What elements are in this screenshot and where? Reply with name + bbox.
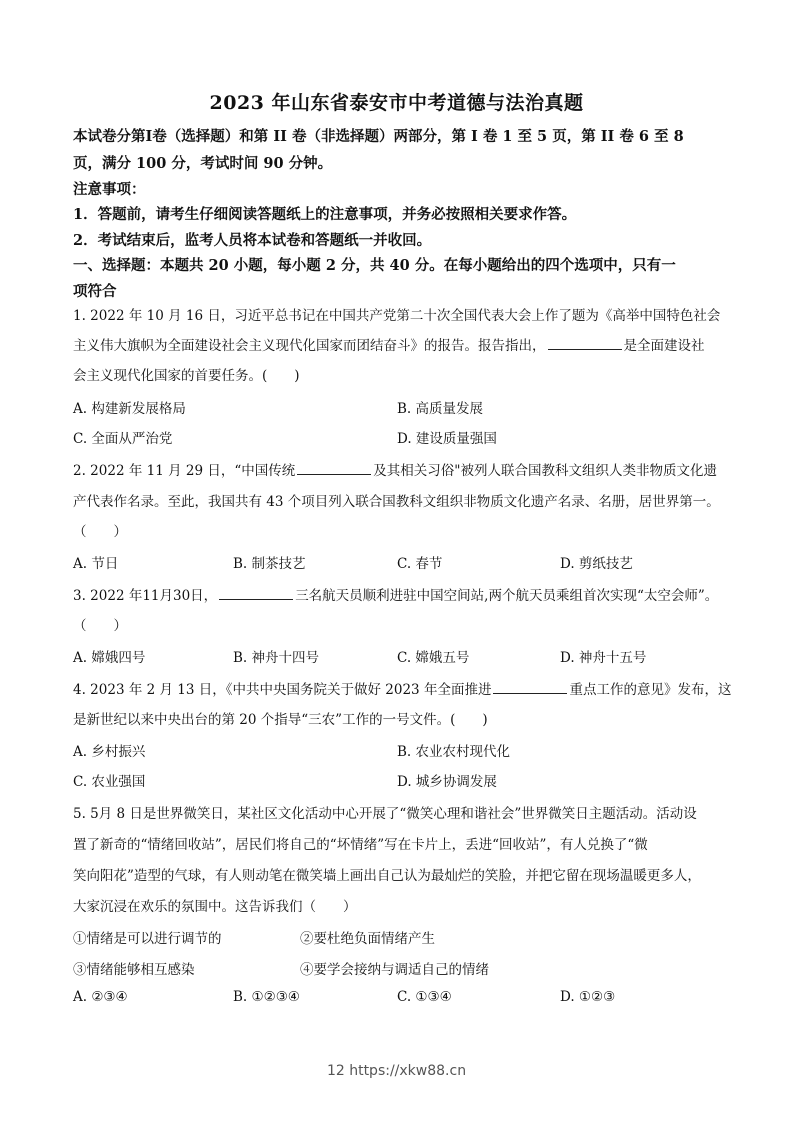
answer-blank <box>219 598 293 600</box>
q2-line-2: 产代表作名录。至此，我国共有 43 个项目列入联合国教科文组织非物质文化遗产名录、名册，居世界第一。 <box>73 494 720 510</box>
intro-line-1: 本试卷分第Ⅰ卷（选择题）和第 II 卷（非选择题）两部分，第 I 卷 1 至 5 页，第 II 卷 6 至 8 <box>73 128 684 145</box>
q5-line-3: 笑向阳花”造型的气球，有人则动笔在微笑墙上画出自己认为最灿烂的笑脸，并把它留在现场温暖更多人， <box>73 868 701 884</box>
answer-blank <box>493 692 567 694</box>
q5-line-1: 5. 5月 8 日是世界微笑日，某社区文化活动中心开展了“微笑心理和谐社会”世界微笑日主题活动。活动设 <box>73 806 697 822</box>
q2-option-d: D. 剪纸技艺 <box>560 556 633 572</box>
q3-line-1 <box>73 584 718 604</box>
notice-heading: 注意事项： <box>73 181 146 198</box>
q5-statement-2: ②要杜绝负面情绪产生 <box>300 931 435 947</box>
answer-blank <box>548 348 622 350</box>
q5-option-c: C. ①③④ <box>397 989 452 1005</box>
q5-option-d: D. ①②③ <box>560 989 616 1005</box>
q2-option-c: C. 春节 <box>397 556 443 572</box>
q1-line-3: 会主义现代化国家的首要任务。( ) <box>73 368 300 384</box>
q5-statement-1: ①情绪是可以进行调节的 <box>73 931 222 947</box>
q1-line-1: 1. 2022 年 10 月 16 日，习近平总书记在中国共产党第二十次全国代表大会上作了题为《高举中国特色社会 <box>73 308 721 324</box>
q4-option-a: A. 乡村振兴 <box>73 744 146 760</box>
q2-option-a: A. 节日 <box>73 556 119 572</box>
q4-option-d: D. 城乡协调发展 <box>397 774 497 790</box>
q3-option-d: D. 神舟十五号 <box>560 650 647 666</box>
section-heading-line-1: 一、选择题：本题共 20 小题，每小题 2 分，共 40 分。在每小题给出的四个选项中，只有一 <box>73 257 676 274</box>
q5-statement-4: ④要学会接纳与调适自己的情绪 <box>300 962 489 978</box>
q5-option-a: A. ②③④ <box>73 989 128 1005</box>
q4-line-2: 是新世纪以来中央出台的第 20 个指导“三农”工作的一号文件。( ) <box>73 712 488 728</box>
q3-line-2: （ ） <box>73 618 127 634</box>
intro-line-2: 页，满分 100 分，考试时间 90 分钟。 <box>73 155 333 172</box>
page-footer-watermark: 12 https://xkw88.cn <box>326 1063 467 1079</box>
notice-2: 2．考试结束后，监考人员将本试卷和答题纸一并收回。 <box>73 232 432 249</box>
section-heading-line-2: 项符合 <box>73 283 117 300</box>
q1-option-d: D. 建设质量强国 <box>397 431 497 447</box>
q1-option-a: A. 构建新发展格局 <box>73 401 186 417</box>
q3-option-c: C. 嫦娥五号 <box>397 650 470 666</box>
q3-line-1-a: 3. 2022 年11月30日， <box>73 588 218 604</box>
q5-line-4: 大家沉浸在欢乐的氛围中。这告诉我们（ ） <box>73 899 357 915</box>
q4-option-c: C. 农业强国 <box>73 774 146 790</box>
q1-line-2-b: 是全面建设社 <box>623 338 705 354</box>
q1-line-2 <box>73 334 705 354</box>
q4-line-1 <box>73 678 731 698</box>
q3-option-a: A. 嫦娥四号 <box>73 650 146 666</box>
answer-blank <box>297 473 371 475</box>
q4-line-1-b: 重点工作的意见》发布，这 <box>569 682 732 698</box>
q5-option-b: B. ①②③④ <box>233 989 300 1005</box>
q3-line-1-b: 三名航天员顺利进驻中国空间站,两个航天员乘组首次实现“太空会师”。 <box>295 588 719 604</box>
page-title: 2023 年山东省泰安市中考道德与法治真题 <box>209 92 584 114</box>
q4-line-1-a: 4. 2023 年 2 月 13 日，《中共中央国务院关于做好 2023 年全面推进 <box>73 682 492 698</box>
q2-line-1-a: 2. 2022 年 11 月 29 日，“中国传统 <box>73 463 296 479</box>
q2-option-b: B. 制茶技艺 <box>233 556 306 572</box>
notice-1: 1．答题前，请考生仔细阅读答题纸上的注意事项，并务必按照相关要求作答。 <box>73 206 577 223</box>
q4-option-b: B. 农业农村现代化 <box>397 744 511 760</box>
q1-line-2-a: 主义伟大旗帜为全面建设社会主义现代化国家而团结奋斗》的报告。报告指出， <box>73 338 546 354</box>
q3-option-b: B. 神舟十四号 <box>233 650 320 666</box>
q1-option-b: B. 高质量发展 <box>397 401 484 417</box>
q2-line-3: （ ） <box>73 524 127 540</box>
q5-statement-3: ③情绪能够相互感染 <box>73 962 195 978</box>
q2-line-1-b: 及其相关习俗"被列人联合国教科文组织人类非物质文化遗 <box>373 463 717 479</box>
q5-line-2: 置了新奇的“情绪回收站”，居民们将自己的“坏情绪”写在卡片上，丢进“回收站”，有人兑换了“微 <box>73 837 648 853</box>
q2-line-1 <box>73 459 717 479</box>
q1-option-c: C. 全面从严治党 <box>73 431 173 447</box>
